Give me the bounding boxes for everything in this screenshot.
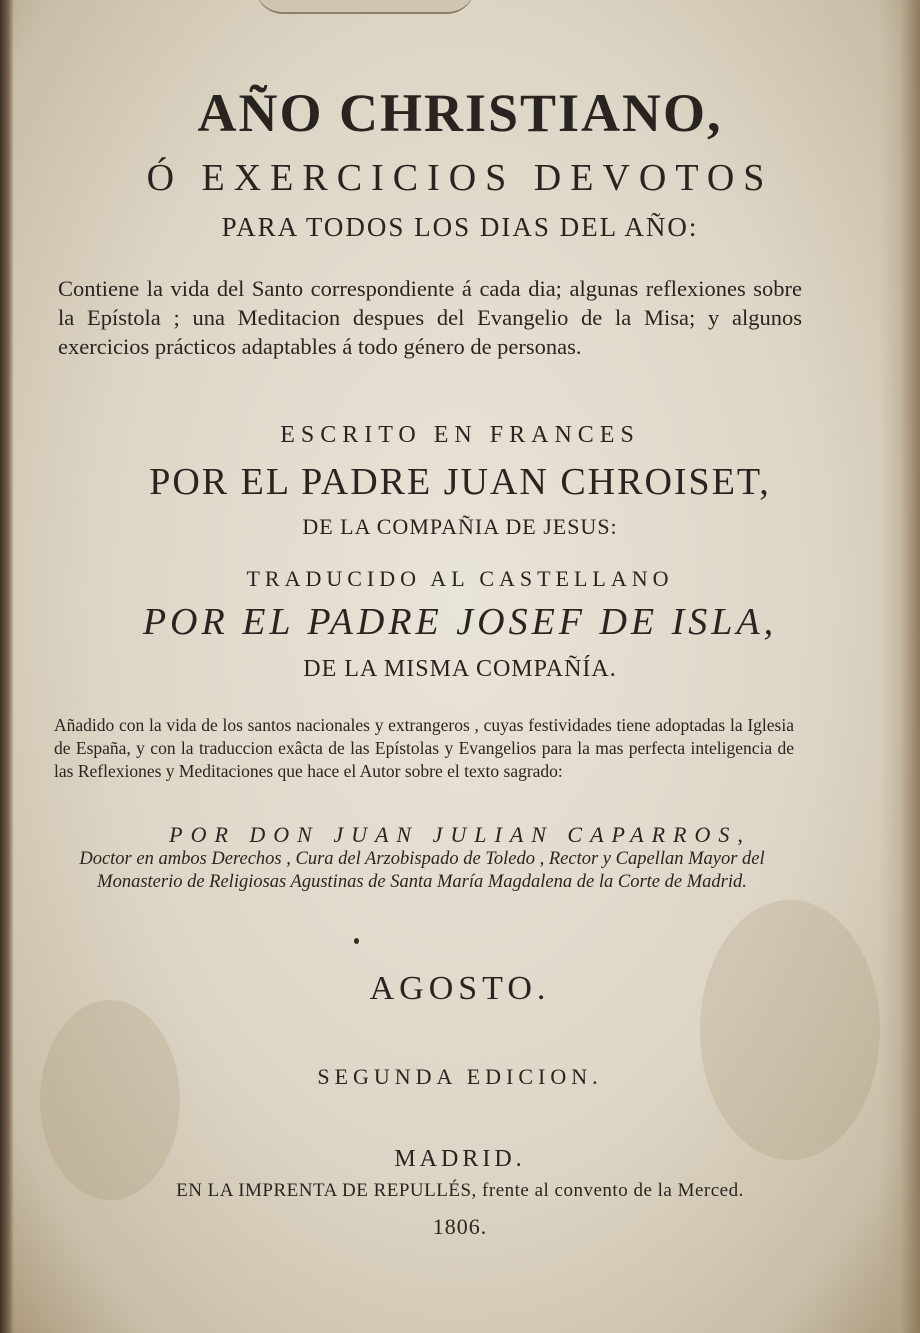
addition-paragraph: Añadido con la vida de los santos nacionales y extrangeros , cuyas festividades tiene adoptadas la Iglesia de España, y con la traduccion exâcta de las Epístolas y Evangelios para la mas perfecta inteligencia de las Reflexiones y Meditaciones que hace el Autor sobre el texto sagrado: bbox=[54, 715, 794, 781]
written-in-line: ESCRITO EN FRANCES bbox=[280, 422, 640, 448]
edition-label: SEGUNDA EDICION. bbox=[317, 1064, 603, 1089]
printer-line: EN LA IMPRENTA DE REPULLÉS, frente al convento de la Merced. bbox=[176, 1180, 744, 1201]
place-label: MADRID. bbox=[394, 1146, 526, 1172]
book-title: AÑO CHRISTIANO, bbox=[197, 83, 723, 143]
author-affiliation: DE LA COMPAÑIA DE JESUS: bbox=[302, 514, 618, 539]
month-label: AGOSTO. bbox=[369, 970, 551, 1007]
editor-details: Doctor en ambos Derechos , Cura del Arzobispado de Toledo , Rector y Capellan Mayor del Monasterio de Religiosas Agustinas de Santa María Magdalena de la Corte de Madrid. bbox=[79, 849, 765, 892]
book-subtitle: Ó EXERCICIOS DEVOTOS bbox=[146, 157, 774, 199]
editor-line: POR DON JUAN JULIAN CAPARROS, bbox=[169, 822, 751, 847]
translator-affiliation: DE LA MISMA COMPAÑÍA. bbox=[303, 656, 617, 682]
paper-stain bbox=[700, 900, 880, 1160]
ink-speck bbox=[354, 938, 359, 944]
page-tab bbox=[255, 0, 475, 14]
year-label: 1806. bbox=[432, 1214, 488, 1239]
translated-line: TRADUCIDO AL CASTELLANO bbox=[246, 566, 674, 591]
contents-description: Contiene la vida del Santo correspondiente á cada dia; algunas reflexiones sobre la Epístola ; una Meditacion despues del Evangelio de la Misa; y algunos exercicios prácticos adaptables á todo género de personas. bbox=[58, 276, 802, 359]
translator-line: POR EL PADRE JOSEF DE ISLA, bbox=[142, 601, 778, 643]
author-line: POR EL PADRE JUAN CHROISET, bbox=[149, 461, 771, 503]
book-subtitle-2: PARA TODOS LOS DIAS DEL AÑO: bbox=[221, 212, 699, 242]
